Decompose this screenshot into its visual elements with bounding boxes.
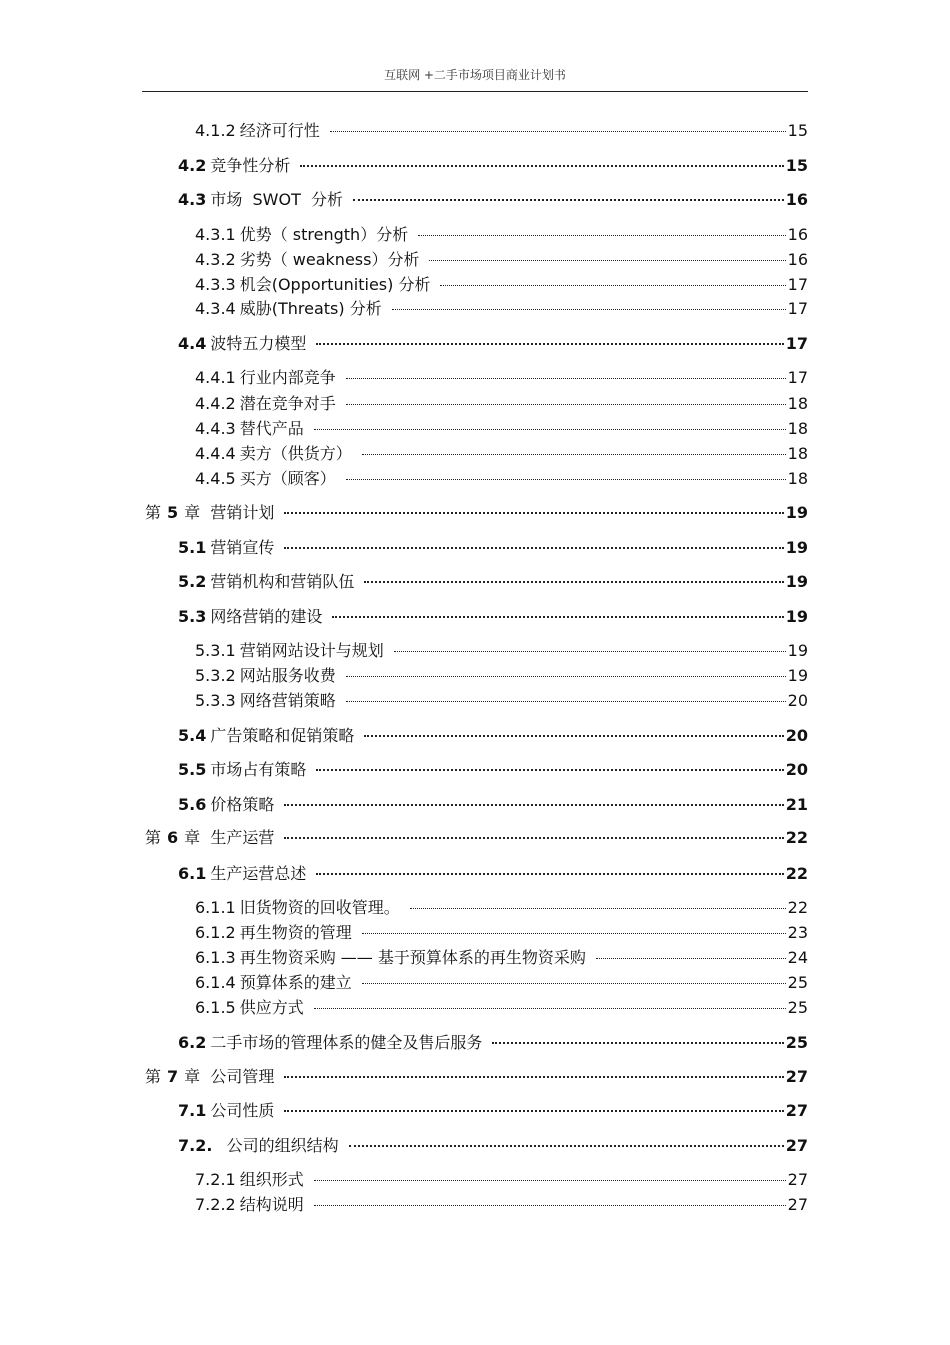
toc-entry[interactable] — [178, 726, 808, 746]
toc-entry-page-number: 27 — [785, 1101, 808, 1120]
dot-leader — [284, 547, 783, 549]
toc-entry-label — [195, 225, 408, 245]
toc-entry-page-number: 25 — [787, 973, 808, 992]
toc-entry-title: 章 生产运营 — [184, 828, 275, 847]
toc-entry-page-number: 16 — [787, 250, 808, 269]
chapter-prefix: 第 — [145, 828, 162, 847]
toc-entry-page-number: 25 — [785, 1033, 808, 1052]
toc-entry[interactable] — [195, 1195, 808, 1215]
toc-entry[interactable] — [178, 190, 808, 210]
toc-entry-title: 营销机构和营销队伍 — [210, 572, 355, 591]
dot-leader — [284, 837, 783, 839]
dot-leader — [440, 285, 785, 286]
toc-entry-title: 再生物资采购 —— 基于预算体系的再生物资采购 — [239, 948, 586, 967]
toc-entry-title: 网络营销策略 — [239, 691, 336, 710]
toc-entry-label — [178, 572, 354, 592]
toc-entry[interactable] — [178, 760, 808, 780]
toc-entry-title: 二手市场的管理体系的健全及售后服务 — [210, 1033, 483, 1052]
dot-leader — [346, 479, 786, 480]
toc-entry-number: 4.4.1 — [195, 368, 236, 387]
toc-entry-title: 广告策略和促销策略 — [210, 726, 355, 745]
toc-entry-page-number: 19 — [785, 538, 808, 557]
toc-entry[interactable] — [195, 444, 808, 464]
toc-entry-number: 6.1.3 — [195, 948, 236, 967]
toc-entry-label — [178, 795, 274, 815]
toc-entry[interactable] — [195, 299, 808, 319]
chapter-prefix: 第 — [145, 503, 162, 522]
toc-entry-title: 生产运营总述 — [210, 864, 307, 883]
toc-entry-label — [195, 898, 400, 918]
toc-entry-label — [178, 1033, 482, 1053]
toc-entry-label — [195, 299, 382, 319]
toc-entry-label — [195, 1195, 304, 1215]
toc-entry-number: 7 — [167, 1067, 179, 1086]
toc-entry-label — [195, 250, 419, 270]
toc-entry-title: 章 营销计划 — [184, 503, 275, 522]
toc-entry-title: 竞争性分析 — [210, 156, 291, 175]
dot-leader — [364, 581, 783, 583]
toc-entry-page-number: 22 — [785, 864, 808, 883]
toc-entry-page-number: 27 — [787, 1195, 808, 1214]
toc-entry-label — [178, 864, 306, 884]
toc-entry-page-number: 27 — [785, 1136, 808, 1155]
toc-entry-label — [195, 368, 336, 388]
toc-entry-label — [195, 923, 352, 943]
header-divider — [142, 91, 808, 92]
toc-entry-title: 供应方式 — [239, 998, 304, 1017]
toc-entry[interactable] — [195, 998, 808, 1018]
toc-entry-label — [178, 726, 354, 746]
toc-entry-label — [178, 1136, 339, 1156]
toc-entry-number: 4.3 — [178, 190, 207, 209]
toc-entry-title: 优势（ strength）分析 — [239, 225, 409, 244]
toc-entry[interactable] — [178, 1136, 808, 1156]
dot-leader — [418, 235, 785, 236]
dot-leader — [300, 165, 783, 167]
toc-entry-title: 行业内部竞争 — [239, 368, 336, 387]
toc-entry-number: 6.1.5 — [195, 998, 236, 1017]
toc-entry[interactable] — [178, 795, 808, 815]
dot-leader — [364, 735, 783, 737]
toc-entry-label — [178, 190, 343, 210]
toc-entry[interactable] — [195, 250, 808, 270]
toc-entry[interactable] — [195, 948, 808, 968]
toc-entry[interactable] — [178, 538, 808, 558]
toc-entry-number: 4.3.2 — [195, 250, 236, 269]
toc-entry-number: 4.3.4 — [195, 299, 236, 318]
toc-entry[interactable] — [195, 641, 808, 661]
toc-entry-number: 4.4 — [178, 334, 207, 353]
toc-entry-page-number: 16 — [787, 225, 808, 244]
toc-entry-number: 6.1.4 — [195, 973, 236, 992]
toc-entry-label — [195, 973, 352, 993]
toc-entry-label — [195, 121, 320, 141]
toc-entry-title: 公司的组织结构 — [216, 1136, 339, 1155]
toc-entry-label — [195, 691, 336, 711]
toc-entry-page-number: 27 — [785, 1067, 808, 1086]
toc-entry-label — [195, 666, 336, 686]
toc-entry-label — [145, 503, 274, 523]
toc-entry-page-number: 18 — [787, 469, 808, 488]
toc-entry[interactable] — [195, 691, 808, 711]
toc-entry-page-number: 20 — [787, 691, 808, 710]
toc-entry-title: 卖方（供货方） — [239, 444, 352, 463]
toc-entry-number: 4.4.4 — [195, 444, 236, 463]
dot-leader — [346, 378, 786, 379]
toc-entry-number: 5.3.2 — [195, 666, 236, 685]
dot-leader — [314, 1180, 786, 1181]
dot-leader — [316, 769, 783, 771]
toc-entry[interactable] — [145, 503, 808, 523]
dot-leader — [353, 199, 784, 201]
dot-leader — [316, 343, 783, 345]
toc-entry-page-number: 22 — [785, 828, 808, 847]
toc-entry-title: 营销网站设计与规划 — [239, 641, 384, 660]
toc-entry[interactable] — [195, 394, 808, 414]
toc-entry[interactable] — [195, 121, 808, 141]
toc-entry-number: 7.2. — [178, 1136, 213, 1155]
toc-entry-page-number: 17 — [785, 334, 808, 353]
toc-entry[interactable] — [195, 469, 808, 489]
toc-entry-number: 7.2.1 — [195, 1170, 236, 1189]
dot-leader — [330, 131, 786, 132]
toc-entry-number: 5.4 — [178, 726, 207, 745]
toc-entry-title: 再生物资的管理 — [239, 923, 352, 942]
dot-leader — [492, 1042, 783, 1044]
toc-entry-page-number: 15 — [787, 121, 808, 140]
toc-entry-page-number: 19 — [785, 607, 808, 626]
toc-entry-page-number: 20 — [785, 726, 808, 745]
toc-entry[interactable] — [195, 973, 808, 993]
toc-entry-page-number: 25 — [787, 998, 808, 1017]
dot-leader — [596, 958, 786, 959]
toc-entry-page-number: 19 — [785, 503, 808, 522]
toc-entry[interactable] — [178, 572, 808, 592]
toc-entry-title: 波特五力模型 — [210, 334, 307, 353]
toc-entry[interactable] — [195, 923, 808, 943]
toc-entry-title: 网络营销的建设 — [210, 607, 323, 626]
dot-leader — [362, 933, 786, 934]
toc-entry[interactable] — [178, 607, 808, 627]
toc-entry[interactable] — [178, 864, 808, 884]
toc-entry-title: 章 公司管理 — [184, 1067, 275, 1086]
running-header: 互联网 +二手市场项目商业计划书 — [384, 68, 566, 82]
toc-entry-page-number: 20 — [785, 760, 808, 779]
toc-entry-title: 网站服务收费 — [239, 666, 336, 685]
dot-leader — [349, 1145, 784, 1147]
toc-entry[interactable] — [145, 1067, 808, 1087]
toc-entry-label — [178, 1101, 274, 1121]
dot-leader — [392, 309, 786, 310]
toc-entry-page-number: 19 — [787, 641, 808, 660]
toc-entry-label — [178, 156, 290, 176]
toc-entry-title: 价格策略 — [210, 795, 275, 814]
toc-entry[interactable] — [178, 156, 808, 176]
dot-leader — [284, 1076, 783, 1078]
dot-leader — [346, 404, 786, 405]
toc-entry-page-number: 22 — [787, 898, 808, 917]
dot-leader — [346, 676, 786, 677]
toc-entry-number: 5.2 — [178, 572, 207, 591]
dot-leader — [429, 260, 785, 261]
dot-leader — [316, 873, 783, 875]
toc-entry-number: 4.3.1 — [195, 225, 236, 244]
toc-entry-number: 6.1 — [178, 864, 207, 883]
toc-entry-page-number: 18 — [787, 444, 808, 463]
toc-entry-title: 潜在竞争对手 — [239, 394, 336, 413]
toc-entry[interactable] — [178, 1101, 808, 1121]
toc-entry-page-number: 23 — [787, 923, 808, 942]
toc-entry-label — [195, 419, 304, 439]
dot-leader — [284, 1110, 783, 1112]
toc-entry-label — [195, 641, 384, 661]
toc-entry-page-number: 21 — [785, 795, 808, 814]
toc-entry-page-number: 27 — [787, 1170, 808, 1189]
toc-entry-label — [178, 760, 306, 780]
toc-entry[interactable] — [195, 368, 808, 388]
toc-entry-number: 5.3 — [178, 607, 207, 626]
toc-entry-title: 威胁(Threats) 分析 — [239, 299, 382, 318]
toc-entry-title: 结构说明 — [239, 1195, 304, 1214]
dot-leader — [362, 983, 786, 984]
toc-entry-number: 6.2 — [178, 1033, 207, 1052]
dot-leader — [284, 804, 783, 806]
toc-entry-number: 7.1 — [178, 1101, 207, 1120]
toc-entry[interactable] — [195, 1170, 808, 1190]
toc-entry-number: 5.1 — [178, 538, 207, 557]
toc-entry-page-number: 18 — [787, 394, 808, 413]
toc-entry[interactable] — [195, 419, 808, 439]
toc-entry-page-number: 17 — [787, 275, 808, 294]
toc-entry-title: 劣势（ weakness）分析 — [239, 250, 420, 269]
dot-leader — [362, 454, 786, 455]
toc-entry-number: 5.3.3 — [195, 691, 236, 710]
toc-entry-label — [145, 828, 274, 848]
toc-entry-number: 6.1.2 — [195, 923, 236, 942]
toc-entry-label — [178, 538, 274, 558]
toc-entry-label — [195, 1170, 304, 1190]
toc-entry-title: 预算体系的建立 — [239, 973, 352, 992]
toc-entry-label — [145, 1067, 274, 1087]
toc-entry-number: 6 — [167, 828, 179, 847]
toc-entry-number: 4.3.3 — [195, 275, 236, 294]
dot-leader — [394, 651, 786, 652]
toc-entry-page-number: 16 — [785, 190, 808, 209]
toc-entry-label — [178, 334, 306, 354]
toc-entry[interactable] — [145, 828, 808, 848]
toc-entry-number: 5.3.1 — [195, 641, 236, 660]
toc-entry-title: 公司性质 — [210, 1101, 275, 1120]
toc-entry[interactable] — [178, 334, 808, 354]
toc-entry-page-number: 17 — [787, 368, 808, 387]
toc-entry-title: 买方（顾客） — [239, 469, 336, 488]
toc-entry-page-number: 19 — [787, 666, 808, 685]
toc-entry-number: 4.1.2 — [195, 121, 236, 140]
toc-entry-title: 市场占有策略 — [210, 760, 307, 779]
toc-entry-title: 替代产品 — [239, 419, 304, 438]
toc-entry[interactable] — [195, 666, 808, 686]
toc-entry-label — [195, 394, 336, 414]
toc-entry-label — [195, 275, 430, 295]
dot-leader — [284, 512, 783, 514]
toc-entry-number: 4.2 — [178, 156, 207, 175]
toc-entry-page-number: 15 — [785, 156, 808, 175]
dot-leader — [410, 908, 786, 909]
toc-entry-title: 旧货物资的回收管理。 — [239, 898, 400, 917]
toc-entry[interactable] — [178, 1033, 808, 1053]
toc-entry-title: 营销宣传 — [210, 538, 275, 557]
toc-entry-page-number: 17 — [787, 299, 808, 318]
toc-entry-page-number: 19 — [785, 572, 808, 591]
toc-entry-number: 6.1.1 — [195, 898, 236, 917]
dot-leader — [314, 1008, 786, 1009]
toc-entry[interactable] — [195, 225, 808, 245]
toc-entry-title: 机会(Opportunities) 分析 — [239, 275, 431, 294]
toc-entry-number: 4.4.5 — [195, 469, 236, 488]
toc-entry-number: 5.5 — [178, 760, 207, 779]
dot-leader — [314, 1205, 786, 1206]
toc-entry-label — [195, 998, 304, 1018]
toc-entry-number: 4.4.3 — [195, 419, 236, 438]
toc-entry-page-number: 24 — [787, 948, 808, 967]
toc-entry-label — [178, 607, 322, 627]
toc-entry-label — [195, 948, 586, 968]
toc-entry-page-number: 18 — [787, 419, 808, 438]
toc-entry[interactable] — [195, 898, 808, 918]
chapter-prefix: 第 — [145, 1067, 162, 1086]
toc-entry-number: 5 — [167, 503, 179, 522]
toc-entry-title: 市场 SWOT 分析 — [210, 190, 344, 209]
toc-entry-number: 4.4.2 — [195, 394, 236, 413]
toc-entry[interactable] — [195, 275, 808, 295]
toc-entry-title: 经济可行性 — [239, 121, 320, 140]
toc-entry-title: 组织形式 — [239, 1170, 304, 1189]
toc-entry-number: 5.6 — [178, 795, 207, 814]
dot-leader — [332, 616, 783, 618]
toc-entry-label — [195, 469, 336, 489]
dot-leader — [346, 701, 786, 702]
toc-entry-label — [195, 444, 352, 464]
toc-entry-number: 7.2.2 — [195, 1195, 236, 1214]
dot-leader — [314, 429, 786, 430]
